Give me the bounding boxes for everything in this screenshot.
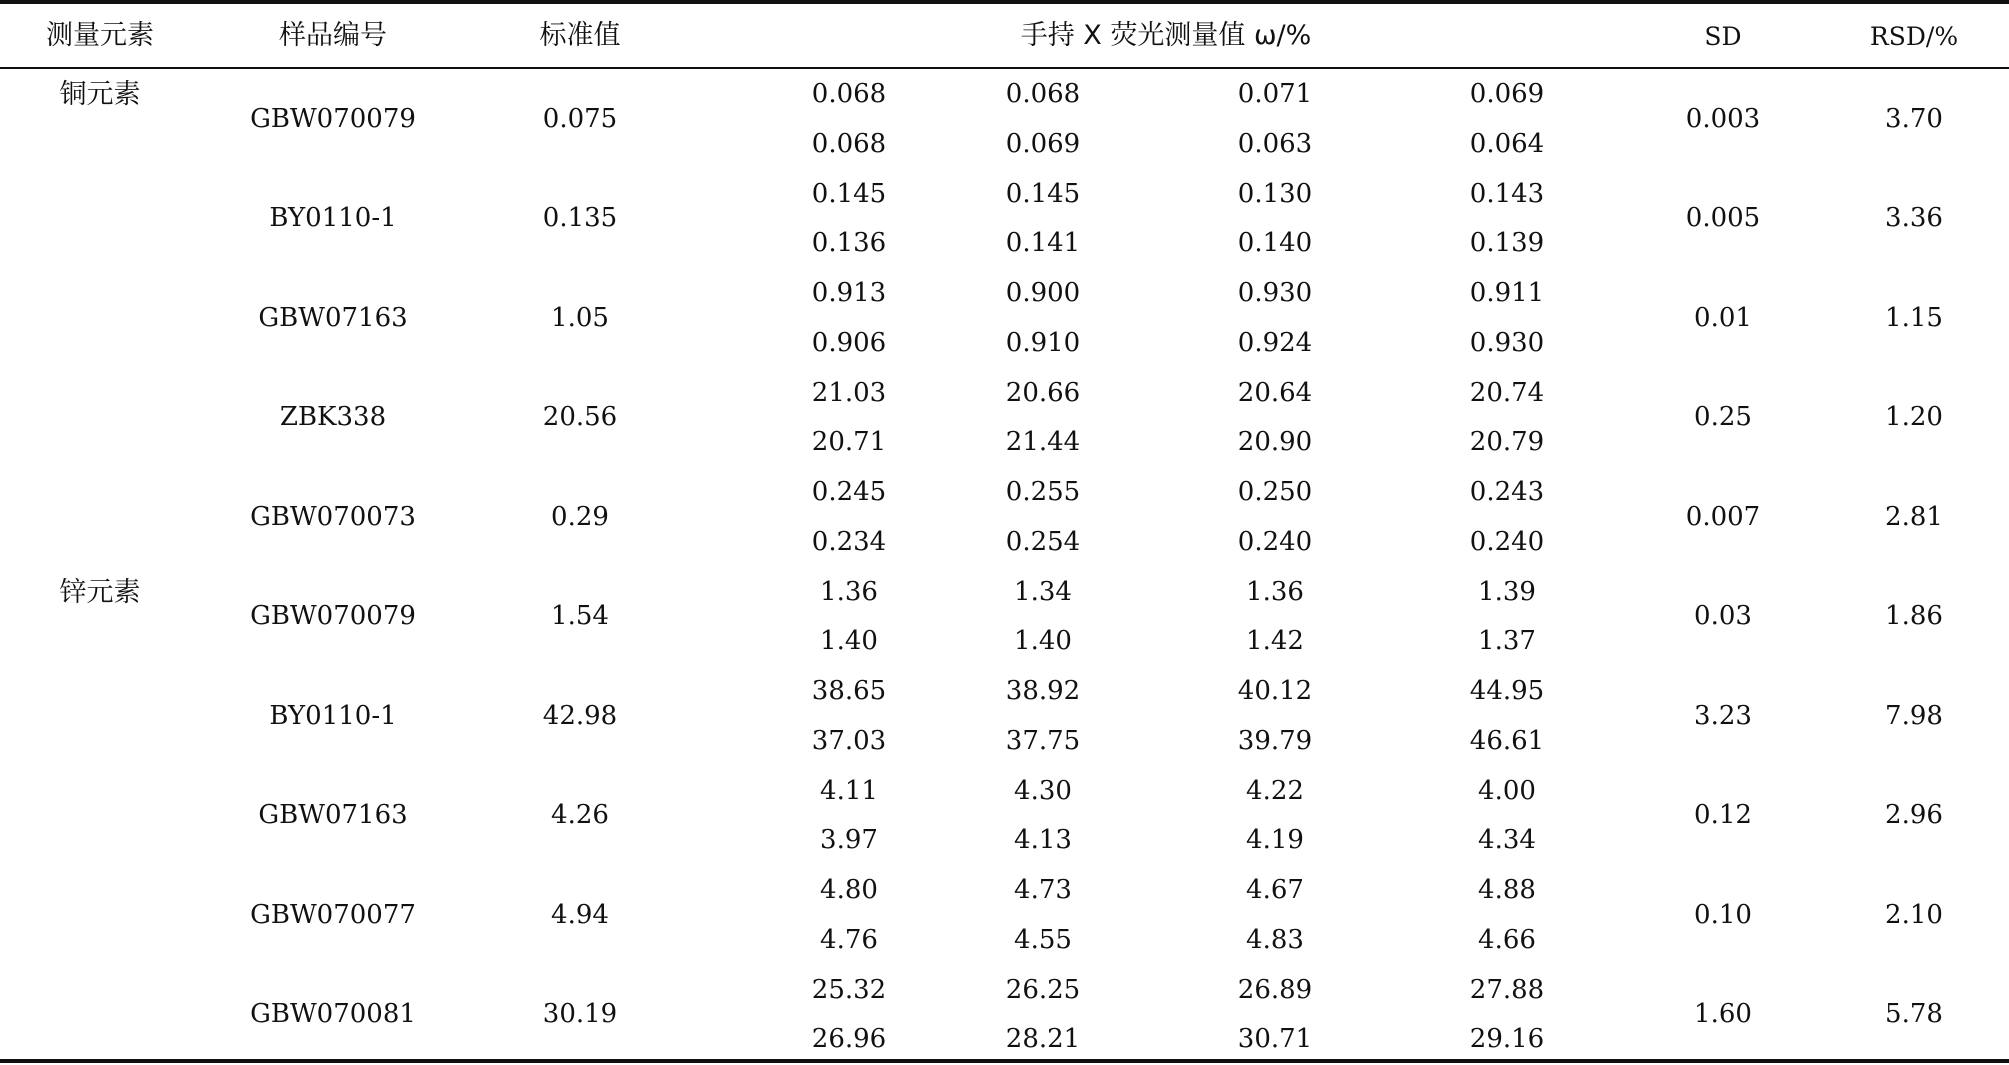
measured-value: 1.39 [1478, 576, 1536, 607]
measured-value: 0.250 [1237, 477, 1313, 507]
sd-value: 1.60 [1694, 999, 1752, 1030]
measured-value: 20.79 [1469, 427, 1545, 458]
measured-value: 0.068 [811, 128, 887, 159]
table-header [0, 4, 2009, 67]
measured-value: 4.76 [820, 924, 878, 955]
measured-value: 0.069 [1469, 79, 1545, 109]
measured-value: 4.30 [1014, 775, 1072, 806]
measured-value: 20.74 [1469, 377, 1545, 408]
rsd-value: 1.15 [1885, 302, 1943, 333]
measured-value: 29.16 [1469, 1024, 1545, 1055]
sd-value: 0.01 [1694, 302, 1752, 333]
measured-value: 0.911 [1469, 278, 1545, 308]
sample-id: BY0110-1 [269, 203, 397, 234]
measured-value: 4.73 [1014, 875, 1072, 905]
measured-value: 0.906 [811, 327, 887, 358]
measured-value: 20.90 [1237, 427, 1313, 458]
measured-value: 0.143 [1469, 178, 1545, 209]
measured-value: 0.071 [1237, 79, 1313, 109]
measured-value: 4.83 [1246, 924, 1304, 955]
rsd-value: 2.81 [1885, 501, 1943, 532]
measured-value: 0.245 [811, 477, 887, 507]
sample-id: GBW070077 [250, 899, 416, 930]
standard-value: 0.29 [551, 501, 609, 532]
rsd-value: 2.96 [1885, 800, 1943, 831]
measured-value: 0.130 [1237, 178, 1313, 209]
measured-value: 4.55 [1014, 924, 1072, 955]
measured-value: 4.11 [820, 775, 878, 806]
sample-id: GBW07163 [258, 800, 408, 831]
sd-value: 0.003 [1685, 103, 1761, 134]
sd-value: 0.007 [1685, 501, 1761, 532]
measured-value: 30.71 [1237, 1024, 1313, 1055]
measured-value: 4.88 [1478, 875, 1536, 905]
standard-value: 1.54 [551, 601, 609, 632]
measured-value: 25.32 [811, 974, 887, 1005]
rsd-value: 3.70 [1885, 103, 1943, 134]
measured-value: 0.145 [811, 178, 887, 209]
standard-value: 4.26 [551, 800, 609, 831]
measured-value: 0.068 [1005, 79, 1081, 109]
measured-value: 1.42 [1246, 626, 1304, 657]
measured-value: 0.064 [1469, 128, 1545, 159]
measured-value: 27.88 [1469, 974, 1545, 1005]
measured-value: 0.930 [1237, 278, 1313, 308]
standard-value: 1.05 [551, 302, 609, 333]
element-label: 锌元素 [59, 576, 141, 608]
standard-value: 20.56 [542, 402, 618, 433]
measured-value: 1.40 [820, 626, 878, 657]
element-label: 铜元素 [59, 79, 141, 110]
sample-id: BY0110-1 [269, 700, 397, 731]
measured-value: 4.22 [1246, 775, 1304, 806]
measured-value: 0.243 [1469, 477, 1545, 507]
measured-value: 26.25 [1005, 974, 1081, 1005]
measured-value: 28.21 [1005, 1024, 1081, 1055]
header-measured: 手持 X 荧光测量值 ω/% [1020, 20, 1312, 51]
measured-value: 38.65 [811, 676, 887, 706]
measured-value: 0.069 [1005, 128, 1081, 159]
measured-value: 0.240 [1469, 526, 1545, 557]
sample-id: GBW070081 [250, 999, 416, 1030]
measured-value: 0.068 [811, 79, 887, 109]
measured-value: 20.71 [811, 427, 887, 458]
measured-value: 0.913 [811, 278, 887, 308]
header-sd: SD [1704, 22, 1742, 51]
measured-value: 0.234 [811, 526, 887, 557]
measured-value: 1.34 [1014, 576, 1072, 607]
measured-value: 4.19 [1246, 825, 1304, 856]
header-standard: 标准值 [539, 20, 621, 51]
measured-value: 0.254 [1005, 526, 1081, 557]
sample-id: GBW070079 [250, 103, 416, 134]
standard-value: 0.135 [542, 203, 618, 234]
sample-id: GBW070079 [250, 601, 416, 632]
measured-value: 0.930 [1469, 327, 1545, 358]
measured-value: 0.139 [1469, 228, 1545, 259]
measured-value: 26.96 [811, 1024, 887, 1055]
sd-value: 0.005 [1685, 203, 1761, 234]
measured-value: 20.66 [1005, 377, 1081, 408]
measured-value: 37.03 [811, 725, 887, 756]
measured-value: 0.145 [1005, 178, 1081, 209]
rsd-value: 1.20 [1885, 402, 1943, 433]
measured-value: 4.66 [1478, 924, 1536, 955]
measured-value: 44.95 [1469, 676, 1545, 706]
measured-value: 4.13 [1014, 825, 1072, 856]
bottom-rule [0, 1059, 2009, 1063]
header-sample: 样品编号 [279, 20, 387, 51]
rsd-value: 3.36 [1885, 203, 1943, 234]
measured-value: 4.34 [1478, 825, 1536, 856]
measured-value: 3.97 [820, 825, 878, 856]
sample-id: GBW070073 [250, 501, 416, 532]
header-rsd: RSD/% [1869, 22, 1959, 51]
rsd-value: 2.10 [1885, 899, 1943, 930]
measured-value: 0.240 [1237, 526, 1313, 557]
measured-value: 0.140 [1237, 228, 1313, 259]
sd-value: 0.03 [1694, 601, 1752, 632]
measured-value: 0.063 [1237, 128, 1313, 159]
measured-value: 0.900 [1005, 278, 1081, 308]
sample-id: ZBK338 [279, 402, 387, 433]
rsd-value: 1.86 [1885, 601, 1943, 632]
sd-value: 0.10 [1694, 899, 1752, 930]
measured-value: 4.00 [1478, 775, 1536, 806]
standard-value: 4.94 [551, 899, 609, 930]
measured-value: 46.61 [1469, 725, 1545, 756]
measured-value: 1.36 [820, 576, 878, 607]
rsd-value: 5.78 [1885, 999, 1943, 1030]
measured-value: 0.924 [1237, 327, 1313, 358]
measured-value: 4.80 [820, 875, 878, 905]
measured-value: 0.136 [811, 228, 887, 259]
measured-value: 21.44 [1005, 427, 1081, 458]
standard-value: 0.075 [542, 103, 618, 134]
rsd-value: 7.98 [1885, 700, 1943, 731]
table-body [0, 69, 2009, 1059]
measured-value: 1.36 [1246, 576, 1304, 607]
measured-value: 0.255 [1005, 477, 1081, 507]
measured-value: 4.67 [1246, 875, 1304, 905]
measured-value: 1.37 [1478, 626, 1536, 657]
measured-value: 39.79 [1237, 725, 1313, 756]
measured-value: 26.89 [1237, 974, 1313, 1005]
standard-value: 30.19 [542, 999, 618, 1030]
measured-value: 0.141 [1005, 228, 1081, 259]
measured-value: 38.92 [1005, 676, 1081, 706]
measured-value: 40.12 [1237, 676, 1313, 706]
measured-value: 37.75 [1005, 725, 1081, 756]
header-element: 测量元素 [46, 20, 154, 51]
sample-id: GBW07163 [258, 302, 408, 333]
measured-value: 21.03 [811, 377, 887, 408]
sd-value: 0.12 [1694, 800, 1752, 831]
measured-value: 1.40 [1014, 626, 1072, 657]
measured-value: 0.910 [1005, 327, 1081, 358]
standard-value: 42.98 [542, 700, 618, 731]
sd-value: 0.25 [1694, 402, 1752, 433]
measured-value: 20.64 [1237, 377, 1313, 408]
sd-value: 3.23 [1694, 700, 1752, 731]
